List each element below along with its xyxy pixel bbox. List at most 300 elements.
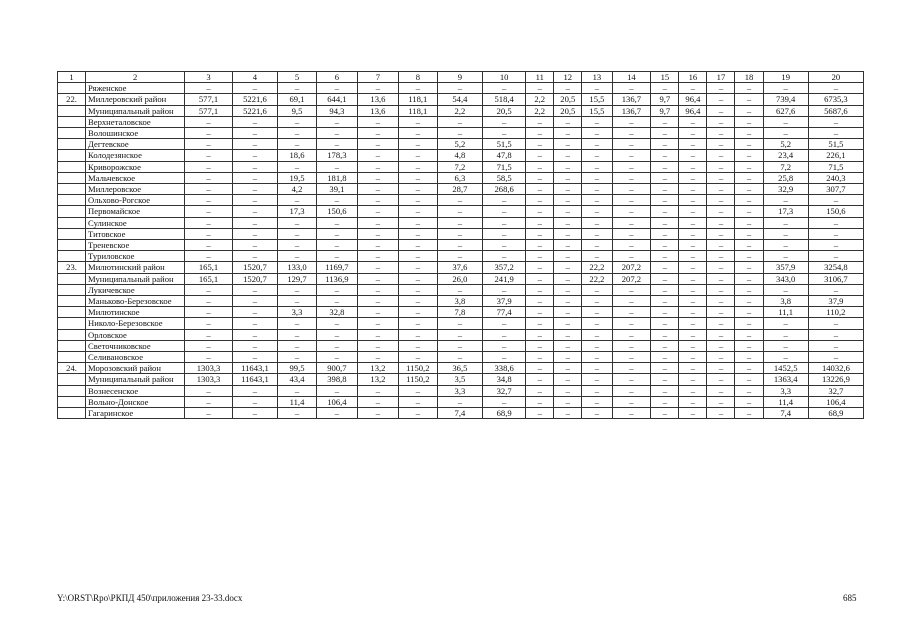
value-cell: – (316, 284, 357, 295)
value-cell: 1363,4 (763, 374, 808, 385)
value-cell: – (316, 318, 357, 329)
value-cell: – (526, 172, 554, 183)
value-cell: 69,1 (278, 94, 317, 105)
value-cell: – (554, 262, 582, 273)
value-cell: – (554, 195, 582, 206)
value-cell: – (554, 251, 582, 262)
table-row (58, 184, 864, 195)
value-cell: – (483, 83, 526, 94)
row-index-cell: 24. (58, 363, 86, 374)
value-cell: – (316, 195, 357, 206)
row-index-cell (58, 352, 86, 363)
value-cell: – (185, 161, 232, 172)
value-cell: – (357, 352, 398, 363)
value-cell: – (612, 318, 651, 329)
value-cell: – (612, 83, 651, 94)
value-cell: 6735,3 (808, 94, 863, 105)
value-cell: – (437, 228, 482, 239)
value-cell: – (554, 206, 582, 217)
value-cell: – (612, 228, 651, 239)
value-cell: – (483, 396, 526, 407)
value-cell: – (232, 251, 277, 262)
value-cell: 3,3 (763, 385, 808, 396)
value-cell: – (483, 195, 526, 206)
value-cell: – (398, 262, 437, 273)
value-cell: – (437, 128, 482, 139)
column-number-18: 18 (735, 72, 763, 83)
value-cell: – (612, 307, 651, 318)
value-cell: – (526, 240, 554, 251)
value-cell: – (316, 340, 357, 351)
value-cell: – (735, 161, 763, 172)
value-cell: – (357, 150, 398, 161)
value-cell: – (612, 296, 651, 307)
value-cell: 357,9 (763, 262, 808, 273)
column-number-13: 13 (582, 72, 612, 83)
territory-name-cell: Вознесенское (86, 385, 185, 396)
value-cell: – (398, 251, 437, 262)
value-cell: – (612, 116, 651, 127)
value-cell: – (679, 195, 707, 206)
value-cell: – (707, 139, 735, 150)
value-cell: – (735, 116, 763, 127)
value-cell: 37,6 (437, 262, 482, 273)
value-cell: 54,4 (437, 94, 482, 105)
value-cell: – (679, 374, 707, 385)
value-cell: – (735, 206, 763, 217)
value-cell: – (612, 374, 651, 385)
value-cell: – (278, 318, 317, 329)
value-cell: – (232, 296, 277, 307)
row-index-cell (58, 83, 86, 94)
value-cell: – (437, 318, 482, 329)
row-index-cell (58, 161, 86, 172)
value-cell: – (582, 352, 612, 363)
territory-name-cell: Миллеровское (86, 184, 185, 195)
column-number-15: 15 (651, 72, 679, 83)
column-number-12: 12 (554, 72, 582, 83)
value-cell: – (582, 340, 612, 351)
value-cell: – (357, 284, 398, 295)
value-cell: 9,7 (651, 94, 679, 105)
value-cell: – (679, 273, 707, 284)
value-cell: 150,6 (316, 206, 357, 217)
column-number-6: 6 (316, 72, 357, 83)
value-cell: – (808, 251, 863, 262)
value-cell: – (707, 172, 735, 183)
value-cell: – (357, 262, 398, 273)
value-cell: 7,2 (437, 161, 482, 172)
row-index-cell: 22. (58, 94, 86, 105)
value-cell: – (398, 83, 437, 94)
value-cell: 15,5 (582, 94, 612, 105)
value-cell: – (232, 228, 277, 239)
territory-name-cell: Милютинский район (86, 262, 185, 273)
value-cell: – (232, 139, 277, 150)
column-number-4: 4 (232, 72, 277, 83)
value-cell: – (398, 352, 437, 363)
value-cell: – (808, 352, 863, 363)
value-cell: 150,6 (808, 206, 863, 217)
territory-name-cell: Лукичевское (86, 284, 185, 295)
value-cell: – (582, 307, 612, 318)
value-cell: 165,1 (185, 262, 232, 273)
value-cell: – (651, 374, 679, 385)
territory-name-cell: Ряженское (86, 83, 185, 94)
value-cell: 5,2 (437, 139, 482, 150)
value-cell: – (398, 396, 437, 407)
value-cell: – (316, 217, 357, 228)
value-cell: – (526, 161, 554, 172)
value-cell: – (582, 172, 612, 183)
value-cell: 99,5 (278, 363, 317, 374)
table-row (58, 161, 864, 172)
value-cell: – (651, 184, 679, 195)
value-cell: 77,4 (483, 307, 526, 318)
value-cell: – (357, 161, 398, 172)
territory-name-cell: Маньково-Березовское (86, 296, 185, 307)
value-cell: – (735, 340, 763, 351)
value-cell: – (679, 385, 707, 396)
table-row (58, 251, 864, 262)
value-cell: – (582, 83, 612, 94)
value-cell: 11643,1 (232, 363, 277, 374)
value-cell: – (612, 251, 651, 262)
value-cell: 96,4 (679, 105, 707, 116)
value-cell: 71,5 (808, 161, 863, 172)
value-cell: – (612, 363, 651, 374)
value-cell: 51,5 (483, 139, 526, 150)
value-cell: – (679, 352, 707, 363)
value-cell: – (554, 352, 582, 363)
value-cell: – (554, 217, 582, 228)
value-cell: – (526, 296, 554, 307)
value-cell: – (185, 284, 232, 295)
value-cell: – (483, 116, 526, 127)
value-cell: – (707, 329, 735, 340)
value-cell: – (612, 128, 651, 139)
value-cell: 136,7 (612, 94, 651, 105)
value-cell: – (735, 94, 763, 105)
value-cell: – (707, 307, 735, 318)
value-cell: 739,4 (763, 94, 808, 105)
value-cell: – (185, 340, 232, 351)
value-cell: 627,6 (763, 105, 808, 116)
value-cell: – (582, 150, 612, 161)
value-cell: – (612, 240, 651, 251)
value-cell: – (679, 284, 707, 295)
column-number-9: 9 (437, 72, 482, 83)
value-cell: – (735, 318, 763, 329)
value-cell: – (232, 217, 277, 228)
territory-name-cell: Муниципальный район (86, 273, 185, 284)
value-cell: – (398, 206, 437, 217)
value-cell: – (612, 217, 651, 228)
value-cell: – (554, 307, 582, 318)
row-index-cell (58, 251, 86, 262)
value-cell: – (679, 296, 707, 307)
value-cell: 1150,2 (398, 363, 437, 374)
value-cell: – (763, 352, 808, 363)
value-cell: 96,4 (679, 94, 707, 105)
value-cell: 13226,9 (808, 374, 863, 385)
value-cell: – (232, 161, 277, 172)
value-cell: – (735, 284, 763, 295)
value-cell: 32,8 (316, 307, 357, 318)
value-cell: 32,7 (483, 385, 526, 396)
value-cell: – (651, 150, 679, 161)
value-cell: – (437, 116, 482, 127)
value-cell: – (651, 228, 679, 239)
value-cell: 11,1 (763, 307, 808, 318)
value-cell: – (526, 284, 554, 295)
value-cell: – (185, 228, 232, 239)
territory-name-cell: Туриловское (86, 251, 185, 262)
value-cell: – (232, 396, 277, 407)
value-cell: – (185, 172, 232, 183)
value-cell: – (763, 116, 808, 127)
value-cell: – (612, 150, 651, 161)
value-cell: – (357, 83, 398, 94)
value-cell: – (316, 408, 357, 419)
value-cell: – (554, 172, 582, 183)
value-cell: 226,1 (808, 150, 863, 161)
value-cell: – (707, 363, 735, 374)
value-cell: 398,8 (316, 374, 357, 385)
value-cell: – (526, 318, 554, 329)
value-cell: – (735, 329, 763, 340)
value-cell: – (582, 139, 612, 150)
value-cell: – (651, 273, 679, 284)
value-cell: – (232, 184, 277, 195)
territory-name-cell: Гагаринское (86, 408, 185, 419)
value-cell: – (735, 262, 763, 273)
value-cell: – (232, 408, 277, 419)
value-cell: – (483, 352, 526, 363)
value-cell: – (808, 318, 863, 329)
value-cell: – (735, 172, 763, 183)
value-cell: 20,5 (554, 94, 582, 105)
territory-name-cell: Вольно-Донское (86, 396, 185, 407)
value-cell: 13,2 (357, 363, 398, 374)
value-cell: – (554, 340, 582, 351)
value-cell: – (526, 352, 554, 363)
value-cell: – (582, 161, 612, 172)
value-cell: – (735, 385, 763, 396)
territory-name-cell: Милютинское (86, 307, 185, 318)
value-cell: – (651, 83, 679, 94)
value-cell: 136,7 (612, 105, 651, 116)
table-row (58, 363, 864, 374)
value-cell: – (612, 396, 651, 407)
value-cell: – (278, 161, 317, 172)
value-cell: – (612, 161, 651, 172)
value-cell: 32,9 (763, 184, 808, 195)
value-cell: 47,8 (483, 150, 526, 161)
value-cell: – (398, 296, 437, 307)
value-cell: – (316, 139, 357, 150)
value-cell: – (707, 94, 735, 105)
value-cell: – (357, 128, 398, 139)
value-cell: – (357, 340, 398, 351)
value-cell: 110,2 (808, 307, 863, 318)
value-cell: 23,4 (763, 150, 808, 161)
table-row (58, 206, 864, 217)
value-cell: – (437, 217, 482, 228)
column-number-17: 17 (707, 72, 735, 83)
table-row (58, 340, 864, 351)
value-cell: – (437, 340, 482, 351)
territory-name-cell: Верхнеталовское (86, 116, 185, 127)
value-cell: – (707, 105, 735, 116)
value-cell: – (232, 385, 277, 396)
value-cell: – (582, 296, 612, 307)
value-cell: – (582, 116, 612, 127)
value-cell: – (651, 318, 679, 329)
value-cell: – (707, 240, 735, 251)
value-cell: – (763, 195, 808, 206)
row-index-cell (58, 105, 86, 116)
value-cell: – (185, 116, 232, 127)
value-cell: 3,3 (278, 307, 317, 318)
value-cell: – (612, 329, 651, 340)
value-cell: – (483, 329, 526, 340)
value-cell: 307,7 (808, 184, 863, 195)
value-cell: – (357, 217, 398, 228)
value-cell: – (612, 352, 651, 363)
table-row (58, 396, 864, 407)
value-cell: – (679, 318, 707, 329)
value-cell: – (357, 195, 398, 206)
value-cell: – (232, 172, 277, 183)
value-cell: – (278, 340, 317, 351)
value-cell: – (582, 217, 612, 228)
territory-name-cell: Светочниковское (86, 340, 185, 351)
value-cell: 11643,1 (232, 374, 277, 385)
row-index-cell (58, 240, 86, 251)
row-index-cell (58, 374, 86, 385)
value-cell: 71,5 (483, 161, 526, 172)
value-cell: – (554, 363, 582, 374)
territory-name-cell: Дегтевское (86, 139, 185, 150)
value-cell: – (316, 161, 357, 172)
value-cell: – (526, 374, 554, 385)
value-cell: – (437, 206, 482, 217)
value-cell: – (357, 318, 398, 329)
value-cell: 26,0 (437, 273, 482, 284)
value-cell: – (582, 363, 612, 374)
value-cell: – (185, 318, 232, 329)
territory-name-cell: Муниципальный район (86, 374, 185, 385)
value-cell: – (582, 195, 612, 206)
value-cell: – (582, 396, 612, 407)
value-cell: – (357, 139, 398, 150)
table-row (58, 139, 864, 150)
value-cell: 7,4 (763, 408, 808, 419)
table-row (58, 273, 864, 284)
value-cell: – (357, 296, 398, 307)
value-cell: – (526, 329, 554, 340)
value-cell: 7,4 (437, 408, 482, 419)
row-index-cell (58, 273, 86, 284)
value-cell: – (278, 385, 317, 396)
value-cell: – (185, 396, 232, 407)
value-cell: – (278, 116, 317, 127)
value-cell: – (679, 116, 707, 127)
value-cell: 20,5 (483, 105, 526, 116)
value-cell: – (707, 284, 735, 295)
value-cell: 13,6 (357, 94, 398, 105)
value-cell: – (679, 150, 707, 161)
value-cell: – (232, 116, 277, 127)
value-cell: – (278, 139, 317, 150)
value-cell: – (651, 307, 679, 318)
value-cell: – (707, 184, 735, 195)
value-cell: – (707, 396, 735, 407)
value-cell: – (398, 340, 437, 351)
value-cell: – (185, 408, 232, 419)
value-cell: – (612, 408, 651, 419)
value-cell: – (357, 329, 398, 340)
value-cell: – (735, 83, 763, 94)
value-cell: 2,2 (437, 105, 482, 116)
value-cell: 5221,6 (232, 105, 277, 116)
value-cell: – (554, 83, 582, 94)
value-cell: 106,4 (316, 396, 357, 407)
value-cell: – (735, 307, 763, 318)
table-header-row (58, 72, 864, 83)
value-cell: – (316, 385, 357, 396)
table-row (58, 217, 864, 228)
value-cell: – (437, 240, 482, 251)
value-cell: – (483, 206, 526, 217)
value-cell: 207,2 (612, 273, 651, 284)
territory-name-cell: Криворожское (86, 161, 185, 172)
value-cell: – (612, 385, 651, 396)
territory-name-cell: Селивановское (86, 352, 185, 363)
value-cell: – (357, 240, 398, 251)
value-cell: – (735, 228, 763, 239)
value-cell: – (707, 340, 735, 351)
value-cell: – (357, 184, 398, 195)
value-cell: – (185, 385, 232, 396)
value-cell: – (357, 206, 398, 217)
value-cell: – (357, 251, 398, 262)
value-cell: – (679, 329, 707, 340)
territory-name-cell: Морозовский район (86, 363, 185, 374)
row-index-cell (58, 128, 86, 139)
value-cell: 129,7 (278, 273, 317, 284)
value-cell: – (612, 195, 651, 206)
value-cell: 3,8 (437, 296, 482, 307)
value-cell: – (651, 128, 679, 139)
table-row (58, 240, 864, 251)
value-cell: 1150,2 (398, 374, 437, 385)
value-cell: – (735, 217, 763, 228)
value-cell: – (232, 307, 277, 318)
value-cell: – (612, 340, 651, 351)
value-cell: – (554, 128, 582, 139)
row-index-cell (58, 206, 86, 217)
row-index-cell (58, 217, 86, 228)
value-cell: 4,8 (437, 150, 482, 161)
value-cell: – (554, 240, 582, 251)
value-cell: 518,4 (483, 94, 526, 105)
value-cell: – (398, 128, 437, 139)
value-cell: – (679, 340, 707, 351)
value-cell: – (554, 116, 582, 127)
value-cell: – (582, 206, 612, 217)
